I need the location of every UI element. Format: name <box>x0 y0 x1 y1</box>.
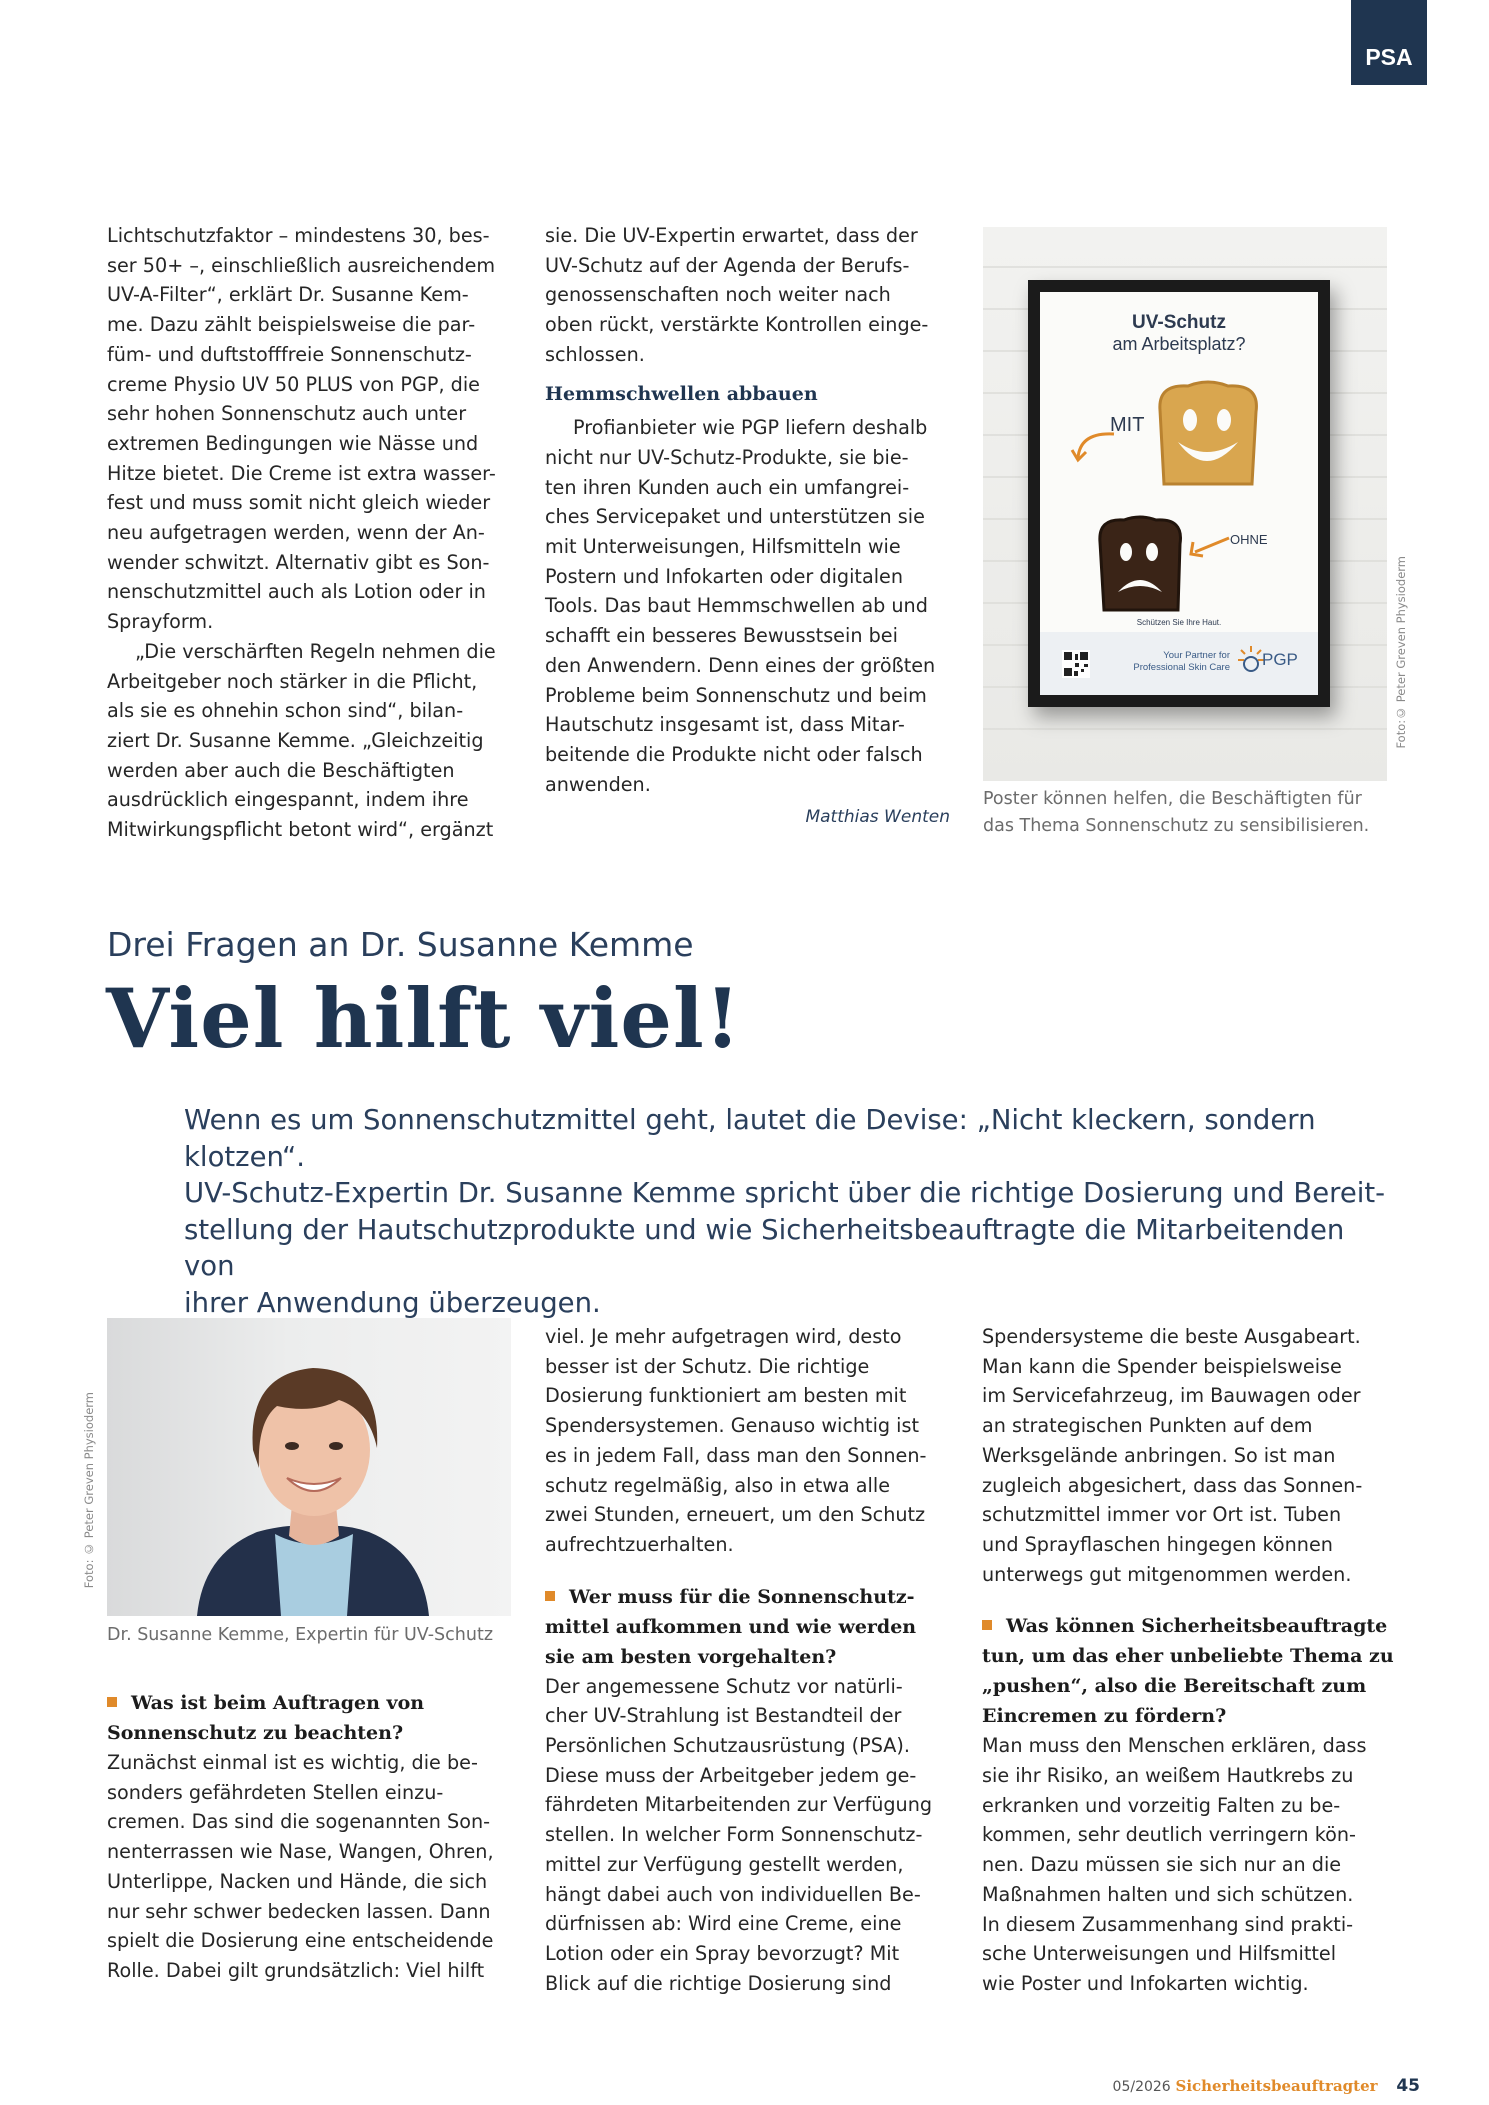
article-column-2 <box>545 221 950 833</box>
poster-photo-credit: Foto:© Peter Greven Physioderm <box>1394 556 1408 749</box>
answer-2-continued: Spendersysteme die beste Ausgabeart. Man kann die Spender beispielsweise im Servicefahrzeug, im Bauwagen oder an strategischen Punkten auf dem Werksgelände anbringen. So ist man zugleich abgesichert, dass das Sonnen- schutzmittel immer vor Ort ist. Tuben und Sprayflaschen hingegen können unterwegs gut mitgenommen werden. <box>982 1325 1363 1586</box>
poster-partner-text: Your Partner for Professional Skin Care <box>1133 650 1230 673</box>
footer-magazine: Sicherheitsbeauftragter <box>1175 2077 1378 2095</box>
bullet-square-icon <box>545 1591 555 1601</box>
footer-issue: 05/2026 <box>1112 2079 1171 2095</box>
bullet-square-icon <box>982 1620 992 1630</box>
paragraph: sie. Die UV-Expertin erwartet, dass der UV-Schutz auf der Agenda der Berufs- genossenschaften noch weiter nach oben rückt, verstärkte Kontrollen einge- schlossen. <box>545 224 929 366</box>
paragraph: „Die verschärften Regeln nehmen die Arbeitgeber noch stärker in die Pflicht, als sie es ohnehin schon sind“, bilan- ziert Dr. Susanne Kemme. „Gleichzeitig werden aber auch die Beschäftigten ausdrücklich eingespannt, indem ihre Mitwirkungspflicht betont wird“, ergänzt <box>107 639 496 842</box>
interview-column-2 <box>545 1322 955 1998</box>
poster-label-ohne: OHNE <box>1230 532 1268 547</box>
poster-frame <box>1028 280 1330 707</box>
portrait-photo-credit: Foto: © Peter Greven Physioderm <box>82 1392 96 1589</box>
article-column-1 <box>107 221 515 845</box>
poster-caption: Poster können helfen, die Beschäftigten für das Thema Sonnenschutz zu sensibilisieren. <box>983 789 1370 836</box>
qr-code-icon <box>1062 650 1090 678</box>
poster-footer-band <box>1040 632 1318 695</box>
poster-sheet <box>1040 292 1318 695</box>
subheading: Hemmschwellen abbauen <box>545 382 818 405</box>
poster-logo: PGP <box>1262 650 1298 669</box>
page-footer <box>1080 2076 1420 2096</box>
poster-small-text: Schützen Sie Ihre Haut. <box>1136 618 1222 627</box>
poster-label-mit: MIT <box>1110 414 1145 436</box>
footer-page-number: 45 <box>1396 2076 1420 2096</box>
interview-column-1 <box>107 1688 517 1986</box>
arrow-ohne-icon <box>1185 532 1235 562</box>
paragraph: Lichtschutzfaktor – mindestens 30, bes- ser 50+ –, einschließlich ausreichendem UV-A-Filter“, erklärt Dr. Susanne Kem- me. Dazu zählt beispielsweise die par- füm- und duftstofffreie Sonnenschutz- creme Physio UV 50 PLUS von PGP, die sehr hohen Sonnenschutz auch unter extremen Bedingungen wie Nässe und Hitze bietet. Die Creme ist extra wasser- fest und muss somit nicht gleich wieder neu aufgetragen werden, wenn der An- wender schwitzt. Alternativ gibt es Son- nenschutzmittel auch als Lotion oder in Sprayform. <box>107 224 496 634</box>
sad-toast-icon <box>1090 514 1190 614</box>
portrait-caption: Dr. Susanne Kemme, Expertin für UV-Schutz <box>107 1625 493 1645</box>
question-2: Wer muss für die Sonnenschutz- mittel aufkommen und wie werden sie am besten vorgehalten? <box>545 1585 917 1668</box>
interview-lead: Wenn es um Sonnenschutzmittel geht, lautet die Devise: „Nicht kleckern, sondern klotzen“. UV-Schutz-Expertin Dr. Susanne Kemme spricht über die richtige Dosierung und Bereit- stellung der Hautschutzprodukte und wie Sicherheitsbeauftragte die Mitarbeitenden von ihrer Anwendung überzeugen. <box>184 1104 1386 1319</box>
interview-headline: Viel hilft viel! <box>106 972 742 1067</box>
answer-1-continued: viel. Je mehr aufgetragen wird, desto besser ist der Schutz. Die richtige Dosierung funktioniert am besten mit Spendersystemen. Genauso wichtig ist es in jedem Fall, dass man den Sonnen- schutz regelmäßig, also in etwa alle zwei Stunden, erneuert, um den Schutz aufrechtzuerhalten. <box>545 1325 927 1556</box>
interview-kicker: Drei Fragen an Dr. Susanne Kemme <box>107 925 694 964</box>
question-1: Was ist beim Auftragen von Sonnenschutz zu beachten? <box>107 1692 425 1744</box>
answer-2: Der angemessene Schutz vor natürli- cher UV-Strahlung ist Bestandteil der Persönlichen Schutzausrüstung (PSA). Diese muss der Arbeitgeber jedem ge- fährdeten Mitarbeitenden zur Verfügung stellen. In welcher Form Sonnenschutz- mittel zur Verfügung gestellt werden, hängt dabei auch von individuellen Be- dürfnissen ab: Wird eine Creme, eine Lotion oder ein Spray bevorzugt? Mit Blick auf die richtige Dosierung sind <box>545 1674 933 1995</box>
poster-title: UV-Schutz am Arbeitsplatz? <box>1112 312 1246 354</box>
bullet-square-icon <box>107 1697 117 1707</box>
interview-column-3 <box>982 1322 1402 1999</box>
portrait-figure <box>107 1318 511 1616</box>
author-byline: Matthias Wenten <box>805 807 950 828</box>
arrow-mit-icon <box>1070 424 1120 464</box>
portrait-photo <box>107 1318 511 1616</box>
happy-toast-icon <box>1148 380 1268 490</box>
answer-3: Man muss den Menschen erklären, dass sie ihr Risiko, an weißem Hautkrebs zu erkranken und vorzeitig Falten zu be- kommen, sehr deutlich verringern kön- nen. Dazu müssen sie sich nur an die Maßnahmen halten und sich schützen. In diesem Zusammenhang sind prakti- sche Unterweisungen und Hilfsmittel wie Poster und Infokarten wichtig. <box>982 1734 1367 1995</box>
question-3: Was können Sicherheitsbeauftragte tun, um das eher unbeliebte Thema zu „pushen“, also die Bereitschaft zum Eincremen zu fördern? <box>982 1615 1394 1728</box>
answer-1: Zunächst einmal ist es wichtig, die be- sonders gefährdeten Stellen einzu- cremen. Das sind die sogenannten Son- nenterrassen wie Nase, Wangen, Ohren, Unterlippe, Nacken und Hände, die sich nur sehr schwer bedecken lassen. Dann spielt die Dosierung eine entscheidende Rolle. Dabei gilt grundsätzlich: Viel hilft <box>107 1751 494 1982</box>
section-tag: PSA <box>1351 0 1427 85</box>
paragraph: Profianbieter wie PGP liefern deshalb nicht nur UV-Schutz-Produkte, sie bie- ten ihren Kunden auch ein umfangrei- ches Servicepaket und unterstützen sie mit Unterweisungen, Hilfsmitteln wie Postern und Infokarten oder digitalen Tools. Das baut Hemmschwellen ab und schafft ein besseres Bewusstsein bei den Anwendern. Denn eines der größten Probleme beim Sonnenschutz und beim Hautschutz insgesamt ist, dass Mitar- beitende die Produkte nicht oder falsch anwenden. <box>545 416 936 796</box>
poster-photo <box>983 227 1387 781</box>
